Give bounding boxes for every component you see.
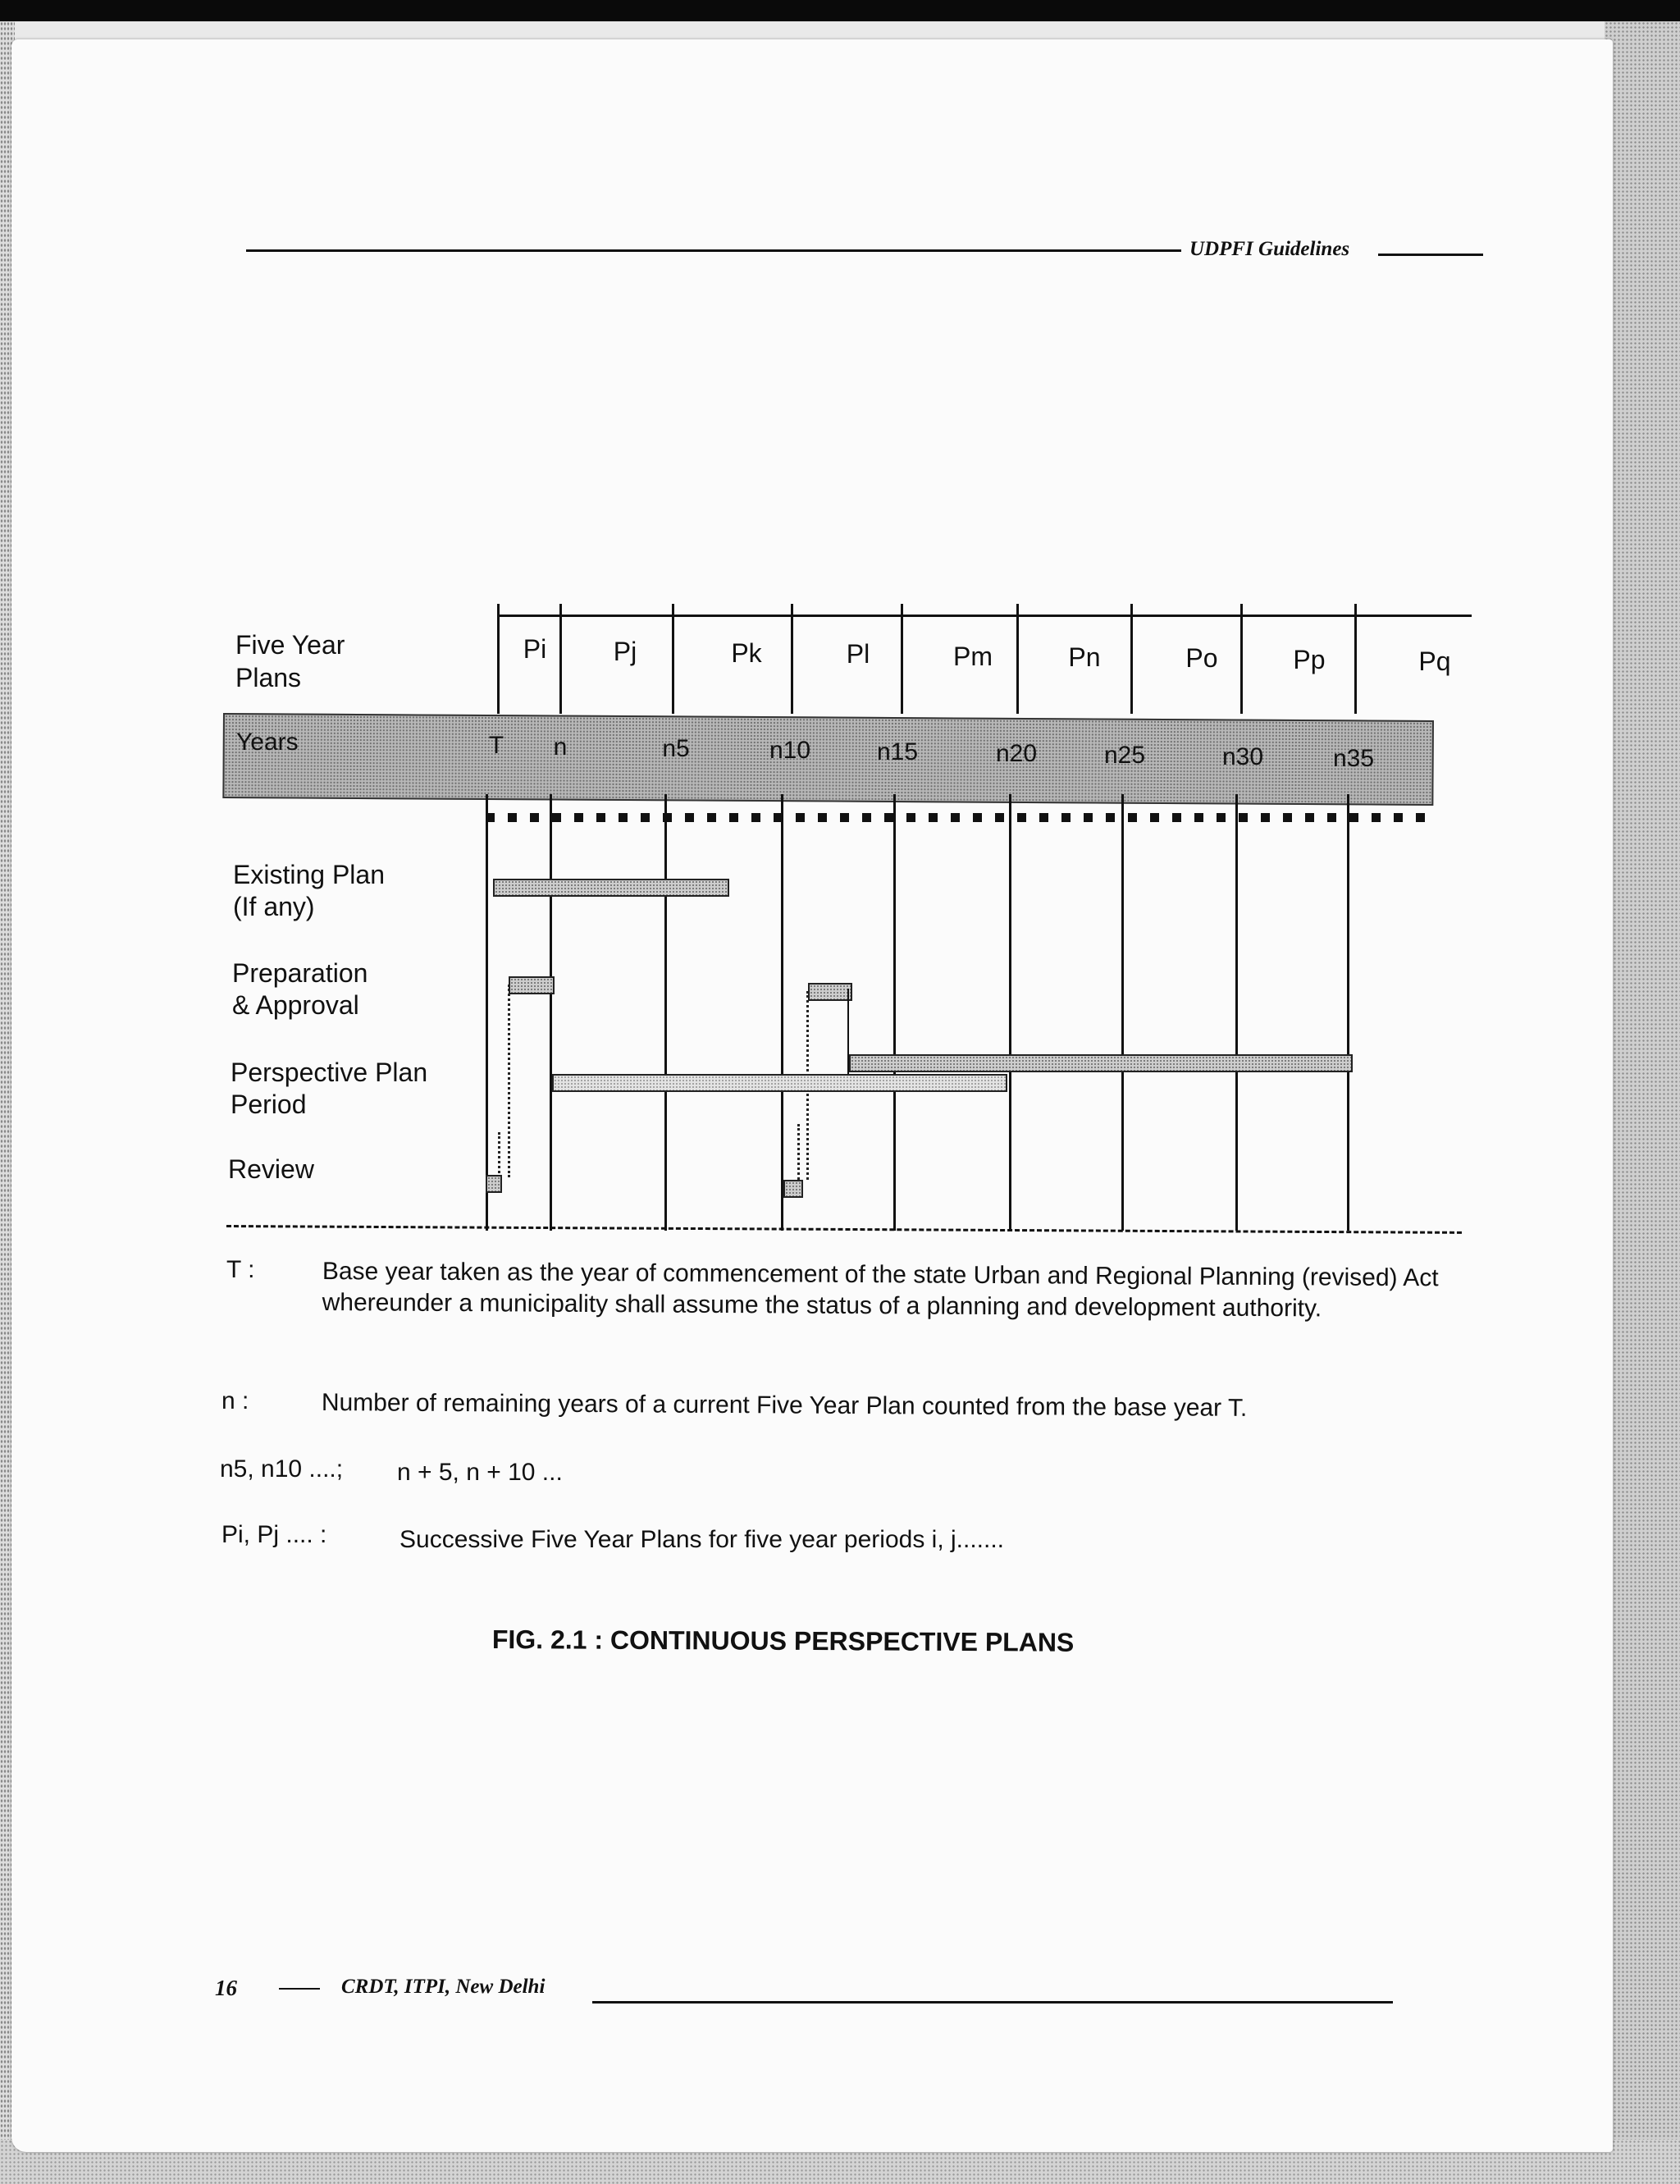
scan-top-border <box>0 0 1680 21</box>
footer-org: CRDT, ITPI, New Delhi <box>341 1976 546 1998</box>
year-tick-t: T <box>488 732 504 759</box>
header-divider <box>1016 604 1019 714</box>
year-tick-n20: n20 <box>995 740 1038 767</box>
page-number: 16 <box>215 1976 237 2000</box>
preparation-bar-1 <box>509 976 555 994</box>
header-divider <box>1130 604 1133 714</box>
years-label: Years <box>236 729 299 756</box>
legend-key-n: n : <box>221 1387 249 1414</box>
five-year-plans-label: Five Year Plans <box>235 630 345 692</box>
header-rule-left <box>246 249 1181 252</box>
grid-line <box>550 794 552 1231</box>
grid-line <box>1235 794 1238 1231</box>
figure-caption: FIG. 2.1 : CONTINUOUS PERSPECTIVE PLANS <box>491 1624 1075 1657</box>
header-divider <box>672 604 674 714</box>
grid-line <box>781 794 783 1231</box>
plan-label-po: Po <box>1185 643 1218 673</box>
timeline-dotted-row <box>486 813 1432 822</box>
plan-label-pk: Pk <box>731 638 762 668</box>
row-label-perspective-plan-period: Perspective Plan Period <box>231 1058 428 1119</box>
grid-line <box>664 794 667 1231</box>
year-tick-n15: n15 <box>876 738 919 765</box>
scan-right-edge <box>1605 21 1680 2184</box>
header-divider <box>901 604 903 714</box>
existing-plan-bar <box>493 879 729 897</box>
review-marker-2 <box>783 1180 803 1198</box>
year-tick-n10: n10 <box>769 737 811 764</box>
grid-line <box>1347 794 1349 1231</box>
grid-line <box>486 794 488 1231</box>
plans-top-rule <box>497 615 1472 617</box>
grid-line <box>893 794 896 1231</box>
plan-label-pn: Pn <box>1068 642 1101 672</box>
plan-label-pi: Pi <box>523 634 547 664</box>
preparation-connector-1 <box>508 985 510 1177</box>
running-header-title: UDPFI Guidelines <box>1189 238 1350 260</box>
legend-text-pi-pj: Successive Five Year Plans for five year periods i, j....... <box>399 1526 1004 1553</box>
perspective-plan-bar-2 <box>849 1054 1353 1072</box>
year-tick-n30: n30 <box>1221 743 1264 770</box>
legend-text-n: Number of remaining years of a current Five Year Plan counted from the base year T. <box>321 1389 1248 1422</box>
plan-label-pq: Pq <box>1418 647 1451 676</box>
legend-key-t: T : <box>226 1256 255 1283</box>
year-tick-n25: n25 <box>1103 742 1146 769</box>
row-label-existing-plan: Existing Plan (If any) <box>233 860 385 921</box>
header-divider <box>1240 604 1243 714</box>
plan-label-pp: Pp <box>1293 645 1326 674</box>
preparation-bar-2 <box>808 983 852 1001</box>
plan-label-pj: Pj <box>613 637 637 666</box>
grid-line <box>1121 794 1124 1231</box>
footer-rule-right <box>592 2001 1393 2004</box>
legend-key-n5-n10: n5, n10 ....; <box>220 1455 344 1483</box>
legend-text-n5-n10: n + 5, n + 10 ... <box>397 1459 563 1486</box>
footer-rule-left <box>279 1988 320 1990</box>
header-divider <box>497 604 500 714</box>
header-divider <box>1354 604 1357 714</box>
review-connector-2 <box>797 1124 800 1180</box>
perspective-plan-bar-1 <box>552 1074 1007 1092</box>
legend-text-t: Base year taken as the year of commencement of the state Urban and Regional Planning (revised) Act whereunder a municipality shall assume the status of a planning and development authority. <box>322 1258 1439 1323</box>
year-tick-n35: n35 <box>1332 745 1375 772</box>
row-label-review: Review <box>228 1154 314 1184</box>
legend-key-pi-pj: Pi, Pj .... : <box>221 1521 327 1548</box>
header-rule-right <box>1378 254 1483 256</box>
header-divider <box>791 604 793 714</box>
review-marker-1 <box>486 1175 502 1193</box>
header-divider <box>559 604 562 714</box>
row-label-preparation-approval: Preparation & Approval <box>232 958 368 1020</box>
review-connector-1 <box>498 1132 500 1177</box>
plan-label-pl: Pl <box>846 639 870 669</box>
grid-line <box>1009 794 1011 1231</box>
plan-label-pm: Pm <box>953 642 993 671</box>
year-tick-n: n <box>553 733 568 761</box>
year-tick-n5: n5 <box>662 735 690 762</box>
